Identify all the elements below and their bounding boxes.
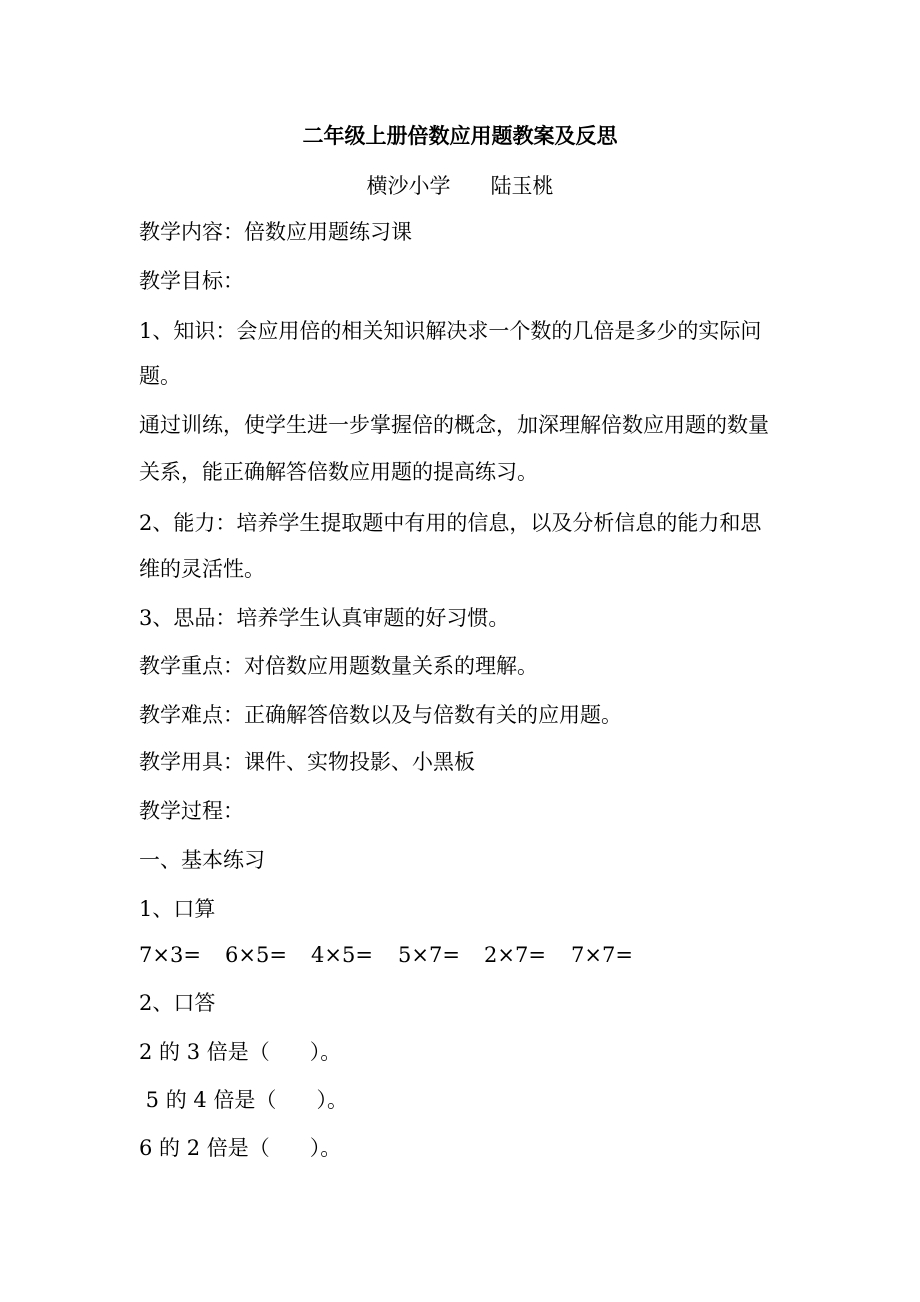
calc-item: 7×7= (571, 943, 633, 967)
oral-answer-heading: 2、口答 (139, 991, 216, 1015)
goal-ability: 2、能力：培养学生提取题中有用的信息，以及分析信息的能力和思 (139, 511, 762, 535)
author-line: 横沙小学 陆玉桃 (366, 174, 554, 198)
teaching-focus: 教学重点：对倍数应用题数量关系的理解。 (139, 654, 538, 678)
teaching-goals-heading: 教学目标： (139, 269, 244, 293)
calc-item: 4×5= (311, 943, 373, 967)
document-title: 二年级上册倍数应用题教案及反思 (302, 123, 618, 148)
teaching-tools: 教学用具：课件、实物投影、小黑板 (139, 750, 475, 774)
teaching-difficulty: 教学难点：正确解答倍数以及与倍数有关的应用题。 (139, 703, 622, 727)
goal-training-cont: 关系，能正确解答倍数应用题的提高练习。 (139, 460, 538, 484)
goal-knowledge-cont: 题。 (139, 364, 181, 388)
goal-morality: 3、思品：培养学生认真审题的好习惯。 (139, 606, 510, 630)
calc-item: 6×5= (225, 943, 287, 967)
goal-training: 通过训练，使学生进一步掌握倍的概念，加深理解倍数应用题的数量 (139, 413, 769, 437)
question-3: 6 的 2 倍是（ ）。 (139, 1136, 342, 1160)
teaching-content: 教学内容：倍数应用题练习课 (139, 220, 412, 244)
question-2: 5 的 4 倍是（ ）。 (139, 1088, 348, 1112)
teaching-process-heading: 教学过程： (139, 799, 244, 823)
calc-item: 7×3= (139, 943, 201, 967)
goal-ability-cont: 维的灵活性。 (139, 557, 265, 581)
section-basic-practice: 一、基本练习 (139, 848, 265, 872)
question-1: 2 的 3 倍是（ ）。 (139, 1040, 342, 1064)
calc-item: 2×7= (484, 943, 546, 967)
goal-knowledge: 1、知识：会应用倍的相关知识解决求一个数的几倍是多少的实际问 (139, 319, 762, 343)
oral-calc-heading: 1、口算 (139, 897, 216, 921)
calc-item: 5×7= (398, 943, 460, 967)
